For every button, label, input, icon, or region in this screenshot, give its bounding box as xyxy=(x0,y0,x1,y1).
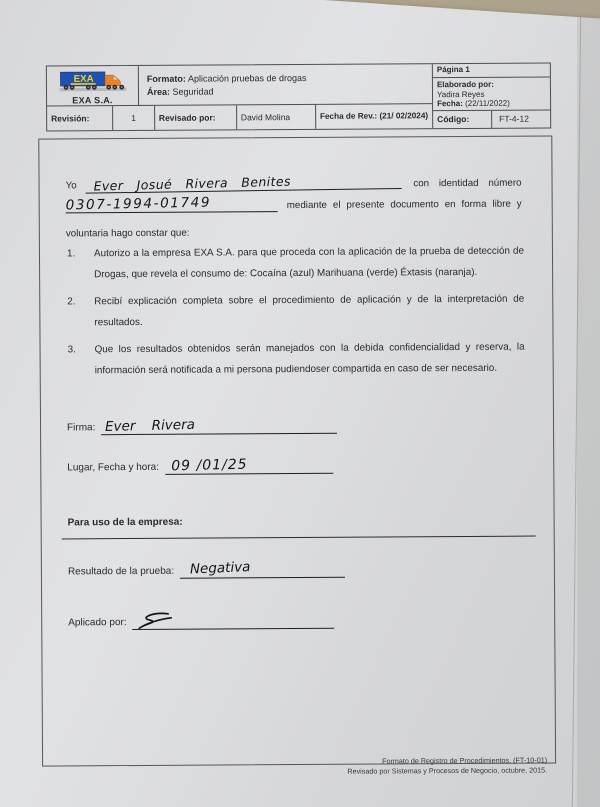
exa-truck-logo-icon xyxy=(56,68,128,94)
page-footer xyxy=(347,755,547,775)
aplicado-label: Aplicado por: xyxy=(68,617,127,629)
fecha-line xyxy=(437,99,546,109)
elaborado-cell xyxy=(433,77,550,110)
declaration-intro xyxy=(65,168,521,239)
declaration-items xyxy=(67,241,525,388)
footer-line-2: Revisado por Sistemas y Procesos de Negocio, octubre, 2015. xyxy=(347,765,548,776)
resultado-field xyxy=(180,560,345,579)
item-text: Recibí explicación completa sobre el procedimiento de aplicación y de la interpretación de resultados. xyxy=(94,293,525,329)
formato-label: Formato: xyxy=(146,73,186,84)
aplicado-field xyxy=(133,610,335,630)
list-item xyxy=(68,337,525,382)
codigo-label: Código: xyxy=(433,111,492,128)
fecha-rev-label: Fecha de Rev.: xyxy=(319,111,378,121)
lugar-handwriting: 09 /01/25 xyxy=(170,456,248,475)
id-handwriting: 0307-1994-01749 xyxy=(65,194,212,214)
intro-line-1 xyxy=(65,168,521,192)
logo-cell xyxy=(47,66,139,106)
footer-line-1: Formato de Registro de Procedimientos. (FT-10-01) xyxy=(382,755,548,766)
resultado-handwriting: Negativa xyxy=(189,559,251,578)
firma-label: Firma: xyxy=(67,422,96,434)
firma-field xyxy=(101,417,337,435)
formato-value: Aplicación pruebas de drogas xyxy=(187,72,307,84)
codigo-value: FT-4-12 xyxy=(499,113,529,125)
lugar-label: Lugar, Fecha y hora: xyxy=(67,461,160,474)
elaborado-label: Elaborado por: xyxy=(436,79,494,90)
intro-after-name: con identidad número xyxy=(413,177,522,189)
id-number-field xyxy=(66,195,278,213)
firma-row xyxy=(67,417,337,436)
item-text: Que los resultados obtenidos serán manejados con la debida confidencialidad y reserva, la información será notificada a mi persona pudiendoser compartida en caso de ser necesario. xyxy=(94,341,525,377)
aplicado-signature-scribble xyxy=(137,611,175,633)
item-number: 1. xyxy=(66,248,76,260)
formato-line xyxy=(147,72,424,84)
item-text: Autorizo a la empresa EXA S.A. para que proceda con la aplicación de la prueba de detección de Drogas, que revela el consumo de: Cocaína (azul) Marihuana (verde) Éxtasis (naranja). xyxy=(93,245,525,281)
elaborado-value: Yadira Reyes xyxy=(436,89,485,99)
aplicado-row xyxy=(68,610,334,631)
list-item xyxy=(67,241,524,286)
revisado-value: David Molina xyxy=(237,105,316,129)
header-row-2 xyxy=(47,104,432,130)
codigo-row xyxy=(433,110,550,128)
name-handwriting: Ever Josué Rivera Benites xyxy=(93,173,292,194)
header-right xyxy=(433,63,550,127)
intro-after-id: mediante el presente documento en forma libre y xyxy=(286,198,522,212)
lugar-field xyxy=(165,457,333,475)
fecha-label: Fecha: xyxy=(437,99,463,109)
fecha-rev-cell xyxy=(316,104,432,128)
resultado-row xyxy=(68,560,345,580)
form-body-box xyxy=(38,135,556,766)
header-left xyxy=(47,64,433,130)
item-number: 3. xyxy=(67,344,76,356)
lugar-fecha-row xyxy=(67,457,333,476)
company-use-divider xyxy=(62,536,536,540)
firma-handwriting: Ever Rivera xyxy=(105,416,196,435)
area-value: Seguridad xyxy=(172,86,214,97)
list-item xyxy=(67,289,524,334)
logo-brand-text: EXA xyxy=(73,73,94,85)
company-name: EXA S.A. xyxy=(72,95,113,106)
formato-cell xyxy=(139,64,432,105)
intro-line-3: voluntaria hago constar que: xyxy=(65,227,190,239)
company-use-heading: Para uso de la empresa: xyxy=(67,516,183,529)
fecha-rev-value: (21/ 02/2024) xyxy=(379,111,429,121)
revision-label: Revisión: xyxy=(47,106,113,130)
page-number: Página 1 xyxy=(433,63,550,78)
resultado-label: Resultado de la prueba: xyxy=(67,565,175,578)
yo-label: Yo xyxy=(65,179,77,191)
fecha-value: (22/11/2022) xyxy=(465,98,510,109)
area-line xyxy=(147,85,424,97)
area-label: Área: xyxy=(146,86,171,97)
revision-value: 1 xyxy=(113,106,155,130)
item-number: 2. xyxy=(67,296,76,308)
header-row-1 xyxy=(47,64,432,106)
header-table xyxy=(46,62,551,131)
revisado-label: Revisado por: xyxy=(155,105,237,129)
